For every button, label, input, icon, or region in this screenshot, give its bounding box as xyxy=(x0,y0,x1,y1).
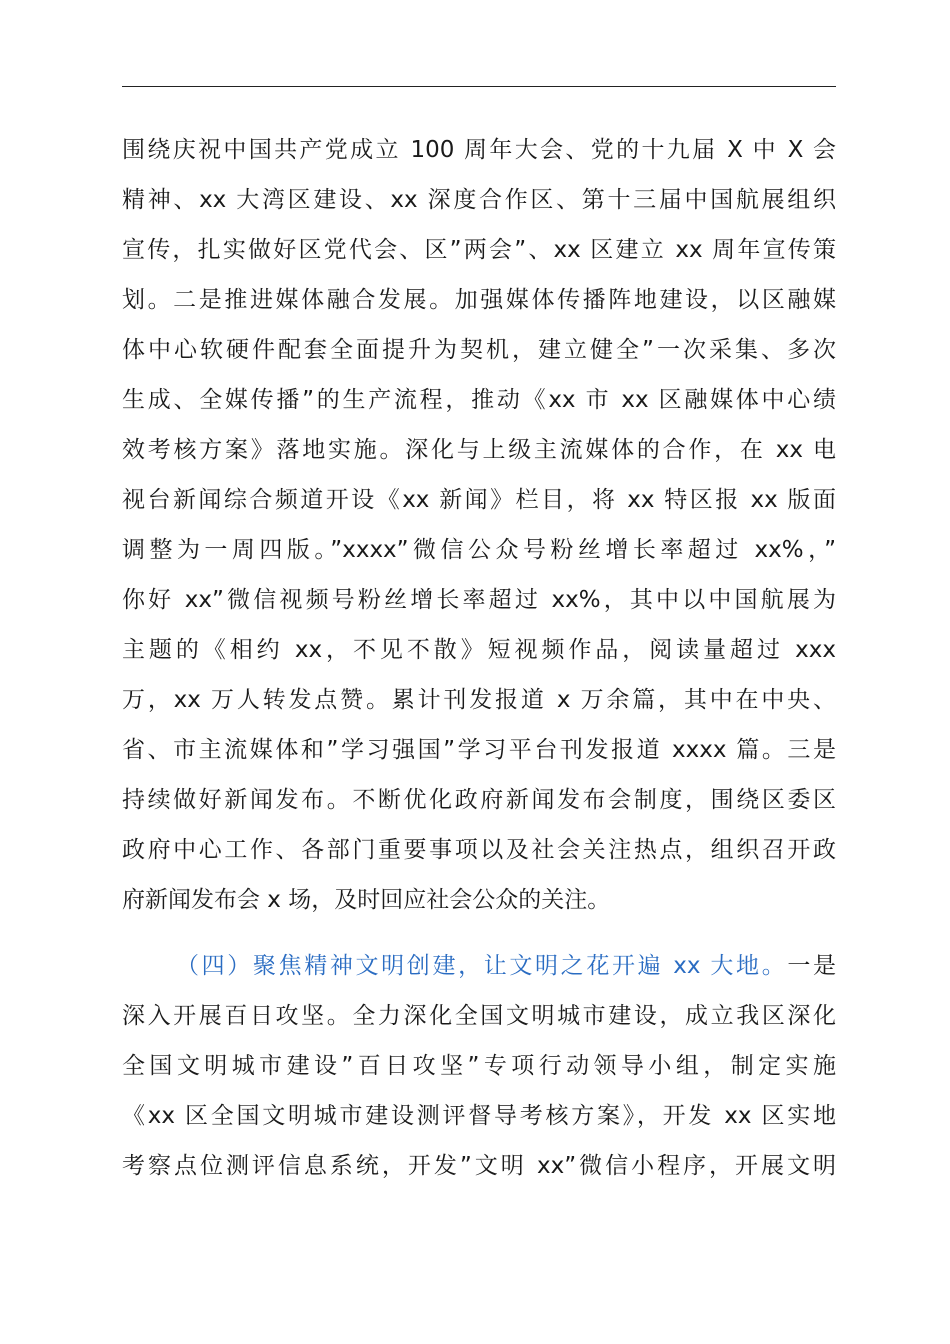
paragraph-line: 《xx 区全国文明城市建设测评督导考核方案》，开发 xx 区实地 xyxy=(122,1103,836,1129)
paragraph-line: 体中心软硬件配套全面提升为契机，建立健全”一次采集、多次 xyxy=(122,337,836,363)
paragraph-line: 持续做好新闻发布。不断优化政府新闻发布会制度，围绕区委区 xyxy=(122,787,836,813)
paragraph-line: 宣传，扎实做好区党代会、区”两会”、xx 区建立 xx 周年宣传策 xyxy=(122,237,836,263)
section-heading: （四）聚焦精神文明创建，让文明之花开遍 xx 大地。 xyxy=(176,953,788,979)
paragraph-line: 考察点位测评信息系统，开发”文明 xx”微信小程序，开展文明 xyxy=(122,1153,836,1179)
paragraph-line-tail: 一是 xyxy=(787,953,836,979)
paragraph-line: 府新闻发布会 x 场，及时回应社会公众的关注。 xyxy=(122,887,611,913)
document-body xyxy=(122,125,836,1191)
paragraph-line: 省、市主流媒体和”学习强国”学习平台刊发报道 xxxx 篇。三是 xyxy=(122,737,836,763)
paragraph-2 xyxy=(122,941,836,1191)
section-heading-line xyxy=(122,941,836,991)
paragraph-line: 万，xx 万人转发点赞。累计刊发报道 x 万余篇，其中在中央、 xyxy=(122,687,836,713)
paragraph-line: 划。二是推进媒体融合发展。加强媒体传播阵地建设，以区融媒 xyxy=(122,287,836,313)
paragraph-line: 效考核方案》落地实施。深化与上级主流媒体的合作，在 xx 电 xyxy=(122,437,836,463)
paragraph-line: 你好 xx”微信视频号粉丝增长率超过 xx%，其中以中国航展为 xyxy=(122,587,836,613)
paragraph-line: 政府中心工作、各部门重要事项以及社会关注热点，组织召开政 xyxy=(122,837,836,863)
paragraph-line: 精神、xx 大湾区建设、xx 深度合作区、第十三届中国航展组织 xyxy=(122,187,836,213)
paragraph-line: 视台新闻综合频道开设《xx 新闻》栏目，将 xx 特区报 xx 版面 xyxy=(122,487,836,513)
header-rule xyxy=(122,86,836,87)
paragraph-line: 全国文明城市建设”百日攻坚”专项行动领导小组，制定实施 xyxy=(122,1053,836,1079)
paragraph-1 xyxy=(122,125,836,925)
paragraph-line: 生成、全媒传播”的生产流程，推动《xx 市 xx 区融媒体中心绩 xyxy=(122,387,836,413)
paragraph-line: 围绕庆祝中国共产党成立 100 周年大会、党的十九届 X 中 X 会 xyxy=(122,137,836,163)
paragraph-spacer xyxy=(122,925,836,941)
paragraph-line: 深入开展百日攻坚。全力深化全国文明城市建设，成立我区深化 xyxy=(122,1003,836,1029)
paragraph-line: 调整为一周四版。”xxxx”微信公众号粉丝增长率超过 xx%，” xyxy=(122,537,836,563)
paragraph-line: 主题的《相约 xx，不见不散》短视频作品，阅读量超过 xxx xyxy=(122,637,836,663)
